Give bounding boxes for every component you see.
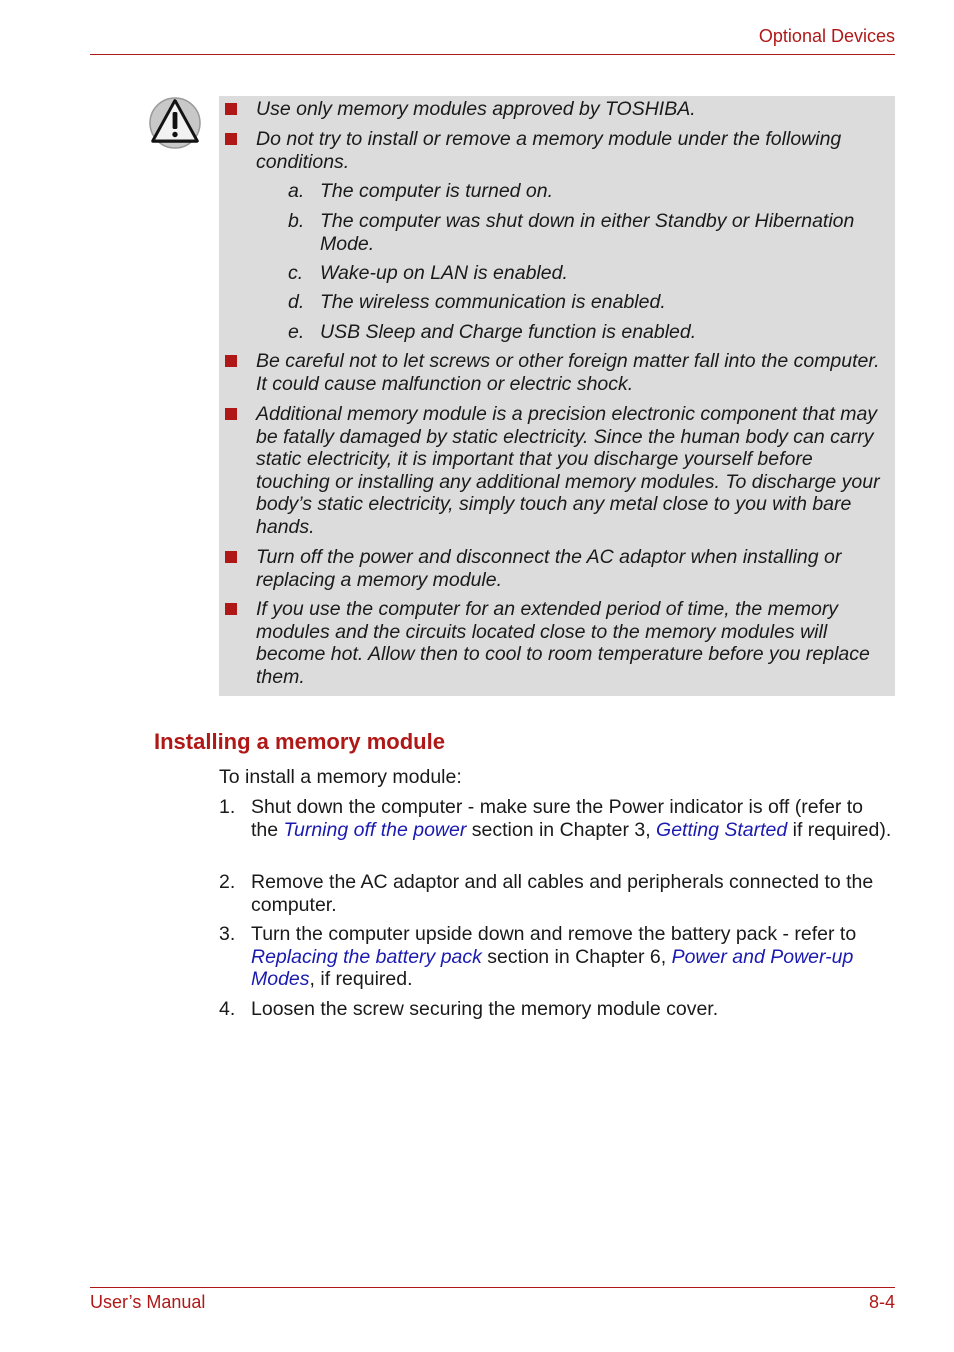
bullet-square-icon	[225, 133, 237, 145]
running-header: Optional Devices	[758, 26, 895, 46]
link-power-modes[interactable]: Power and Power-up Modes	[251, 945, 854, 990]
bullet-square-icon	[225, 551, 237, 563]
bullet-square-icon	[225, 603, 237, 615]
bullet-square-icon	[225, 103, 237, 115]
header-rule	[90, 54, 895, 55]
step-text: Remove the AC adaptor and all cables and peripherals connected to the computer.	[251, 871, 874, 916]
bullet-square-icon	[225, 408, 237, 420]
step-text: Turn the computer upside down and remove the battery pack - refer to Replacing the battery pack section in Chapter 6, Power and Power-up Modes, if required.	[251, 923, 857, 990]
footer-manual-title: User’s Manual	[90, 1292, 206, 1312]
footer-rule	[90, 1287, 895, 1288]
step-text: Loosen the screw securing the memory module cover.	[251, 998, 719, 1020]
page-number: 8-4	[868, 1292, 895, 1312]
link-turning-off-power[interactable]: Turning off the power	[283, 818, 467, 841]
link-replacing-battery-pack[interactable]: Replacing the battery pack	[251, 945, 482, 968]
section-heading: Installing a memory module	[154, 729, 445, 754]
bullet-square-icon	[225, 355, 237, 367]
step-text: Shut down the computer - make sure the Power indicator is off (refer to the Turning off the power section in Chapter 3, Getting Started if required).	[251, 796, 892, 841]
intro-text: To install a memory module:	[219, 766, 462, 788]
link-getting-started[interactable]: Getting Started	[656, 818, 788, 841]
caution-note: Use only memory modules approved by TOSHIBA. Do not try to install or remove a memory module under the following conditions. a. The computer is turned on. b. The computer was shut down in either Standby or Hibernation Mode. c. Wake-up on LAN is enabled. d. The wireless communication is enabled. e. USB Sleep and Charge function is enabled. Be careful not to let screws or other foreign matter fall into the computer. It could cause malfunction or electric shock. Additional memory module is a precision electronic component that may be fatally damaged by static electricity. Since the human body can carry static electricity, it is important that you discharge yourself before touching or installing any additional memory modules. To discharge your body’s static electricity, simply touch any metal close to you with bare hands. Turn off the power and disconnect the AC adaptor when installing or replacing a memory module. If you use the computer for an extended period of time, the memory modules and the circuits located close to the memory modules will become hot. Allow then to cool to room temperature before you replace them.	[219, 96, 895, 696]
caution-triangle-icon	[148, 96, 202, 150]
